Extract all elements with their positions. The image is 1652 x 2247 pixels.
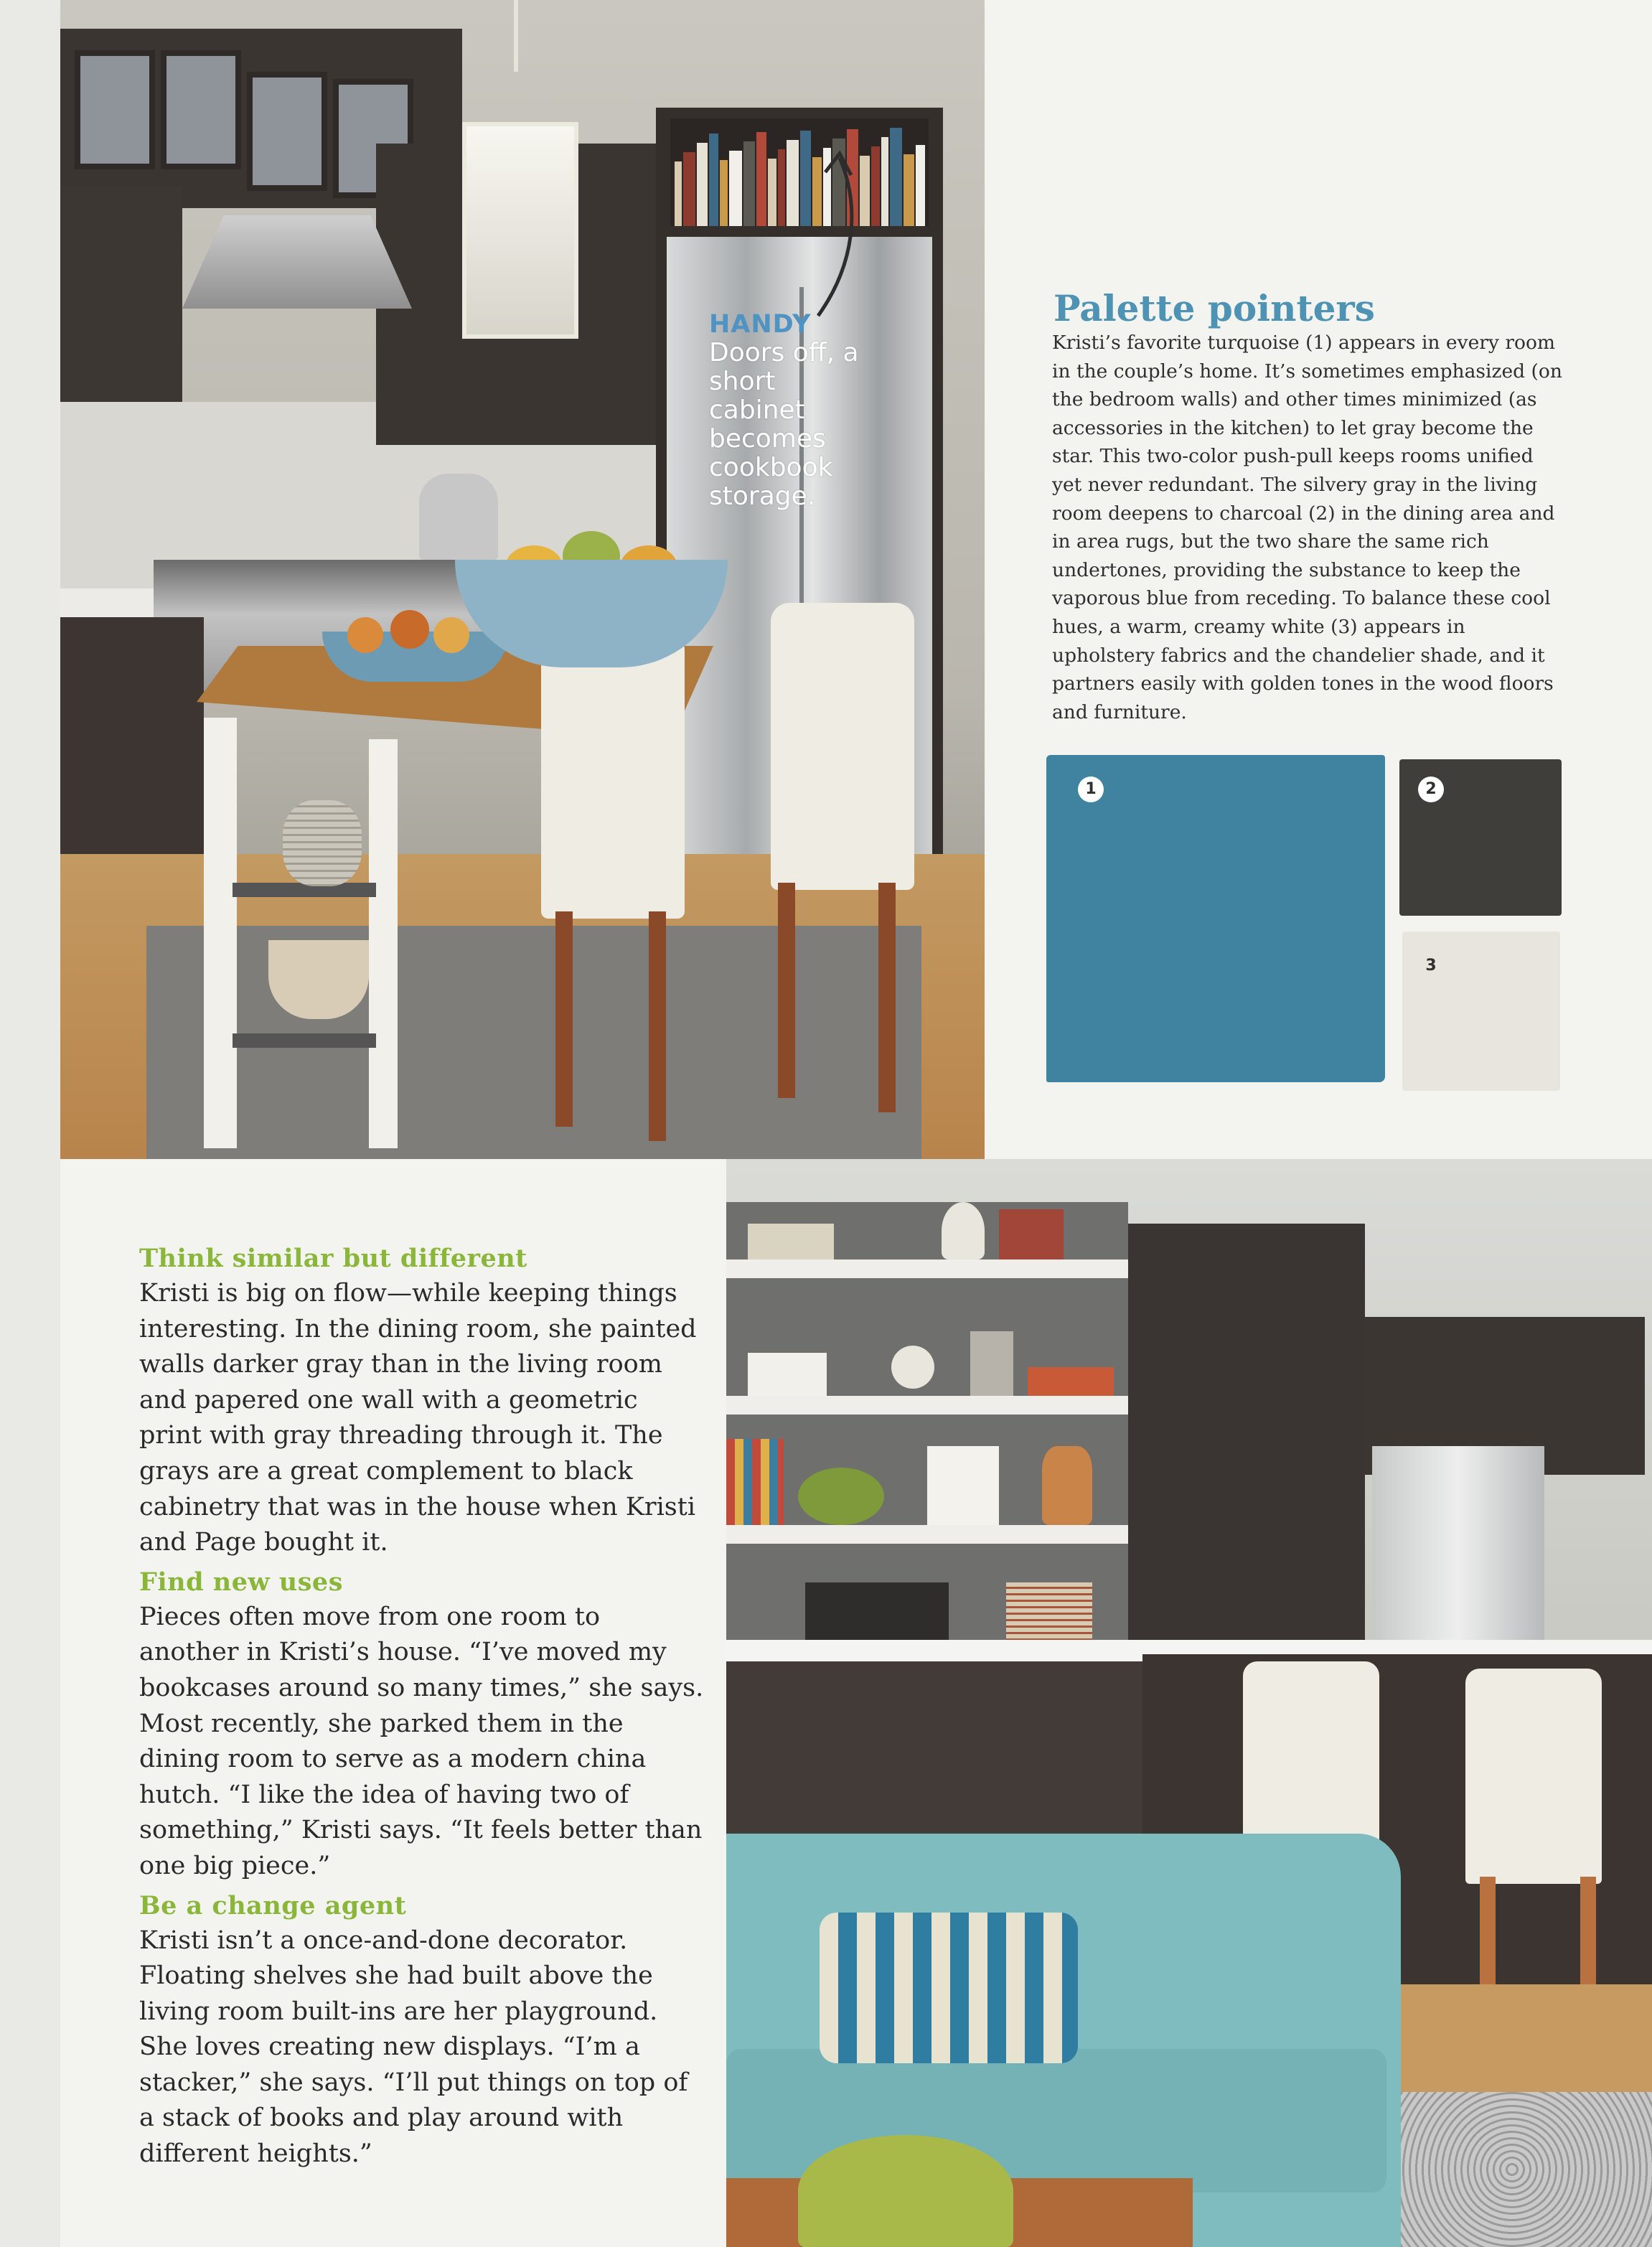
island-leg — [369, 739, 398, 1148]
canister — [970, 1331, 1013, 1396]
glass-cabinet-door — [247, 72, 327, 191]
potted-plant — [798, 2135, 1013, 2247]
book-spine — [720, 160, 728, 226]
floating-shelf — [726, 1396, 1128, 1415]
stool-leg — [649, 911, 666, 1141]
bar-stool — [1465, 1669, 1602, 1884]
tall-glass-cabinet — [1128, 1224, 1365, 1654]
speaker — [805, 1582, 949, 1640]
island-shelf — [233, 1033, 376, 1048]
book-spine — [881, 137, 888, 226]
bar-stool — [771, 603, 914, 890]
section-heading: Find new uses — [139, 1567, 343, 1597]
book-stack — [999, 1209, 1064, 1259]
patterned-rug — [1372, 2092, 1652, 2247]
glass-cabinet-door — [161, 50, 241, 169]
swatch-number: 2 — [1418, 777, 1444, 802]
palette-body: Kristi’s favorite turquoise (1) appears in every room in the couple’s home. It’s sometimes emphasized (on the bedroom walls) and other times minimized (as accessories in the kitchen) to let gray become the star. This two-color push-pull keeps rooms unified yet never redundant. The silvery gray in the living room deepens to charcoal (2) in the dining area and in area rugs, but the two share the same rich undertones, providing the substance to keep the vaporous blue from receding. To balance these cool hues, a warm, creamy white (3) appears in upholstery fabrics and the chandelier shade, and it partners easily with golden tones in the wood floors and furniture. — [1052, 332, 1562, 723]
cookbook-shelf — [670, 118, 929, 226]
vase — [1042, 1446, 1092, 1525]
book-spine — [709, 133, 718, 226]
island-shelf — [233, 883, 376, 897]
book-spine — [743, 141, 755, 226]
lantern-pendant — [462, 122, 578, 339]
book-spine — [916, 145, 925, 226]
section-body: Pieces often move from one room to another in Kristi’s house. “I’ve moved my bookcases around so many times,” she says. Most recently, she parked them in the dining room to serve as a modern china hutch. “I like the idea of having two of something,” Kristi says. “It feels better than one big piece.” — [139, 1602, 704, 1880]
plant — [798, 1468, 884, 1525]
floating-shelf — [726, 1259, 1128, 1278]
floating-shelf — [726, 1525, 1128, 1544]
book-spine — [697, 143, 708, 226]
book-spine — [683, 152, 695, 226]
stool-leg — [778, 883, 795, 1098]
fruit — [390, 610, 429, 649]
section-heading: Think similar but different — [139, 1244, 527, 1273]
book-spine — [904, 154, 914, 226]
stacked-bowls — [268, 940, 369, 1019]
section-heading: Be a change agent — [139, 1890, 407, 1920]
annotation-body: Doors off, a short cabinet becomes cookbook storage. — [709, 338, 859, 511]
books — [726, 1439, 784, 1525]
page-gutter — [0, 0, 60, 2247]
annotation-title: HANDY — [709, 310, 812, 339]
lantern-rod — [514, 0, 518, 72]
book-spine — [729, 151, 742, 226]
book-spine — [787, 140, 799, 226]
book-spine — [778, 149, 785, 226]
book-spine — [756, 132, 766, 226]
stacked-plates — [283, 800, 362, 886]
annotation-arrow-icon — [804, 144, 868, 323]
book-stack — [1028, 1367, 1114, 1396]
swatch-number: 1 — [1078, 777, 1104, 802]
decor-box — [748, 1353, 827, 1396]
section-body: Kristi is big on flow—while keeping things interesting. In the dining room, she painted walls darker gray than in the living room and papered one wall with a geometric print with gray threading through it. The grays are a great complement to black cabinetry that was in the house when Kristi and Page bought it. — [139, 1279, 697, 1557]
photo-annotation — [709, 310, 874, 511]
section-body: Kristi isn’t a once-and-done decorator. Floating shelves she had built above the living room built-ins are her playground. She loves creating new displays. “I’m a stacker,” she says. “I’ll put things on top of a stack of books and play around with different heights.” — [139, 1925, 688, 2169]
glass-cabinet-door — [75, 50, 155, 169]
book-spine — [675, 161, 682, 226]
stand-mixer — [419, 474, 498, 560]
island-leg — [204, 718, 237, 1148]
book-spine — [768, 159, 776, 226]
swatch-turquoise — [1046, 755, 1385, 1082]
palette-title: Palette pointers — [1053, 287, 1375, 329]
book-spine — [871, 146, 880, 226]
framed-art — [927, 1446, 999, 1525]
book-stack — [748, 1224, 834, 1259]
living-room-photo — [726, 1159, 1652, 2247]
bar-stool — [541, 632, 685, 919]
fruit — [347, 617, 383, 653]
magazine-stack — [1006, 1582, 1092, 1640]
stool-leg — [555, 911, 573, 1127]
stool-leg — [878, 883, 896, 1112]
decor-object — [942, 1202, 985, 1259]
teapot — [891, 1346, 934, 1389]
article-text-column — [139, 1242, 706, 2177]
book-spine — [890, 128, 902, 226]
swatch-number: 3 — [1425, 957, 1437, 975]
fruit — [433, 617, 469, 653]
ikat-pillow — [820, 1913, 1078, 2063]
